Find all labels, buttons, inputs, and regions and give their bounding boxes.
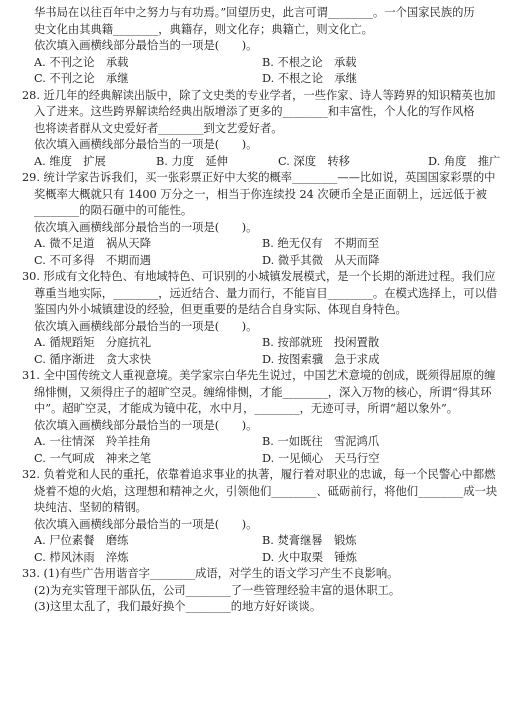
option-b[interactable]: B. 绝无仅有 不期而至 xyxy=(262,237,380,250)
stem-line: 29. 统计学家告诉我们，买一张彩票正好中大奖的概率________——比如说，英国国家彩票的中 xyxy=(22,171,496,184)
option-c[interactable]: C. 一气呵成 神来之笔 xyxy=(34,451,152,465)
stem-line: 也将读者群从文史爱好者________到文艺爱好者。 xyxy=(34,121,283,135)
option-a[interactable]: A. 不刊之论 承载 xyxy=(34,55,129,69)
stem-line: 32. 负着党和人民的重托，依靠着追求事业的执著，履行着对职业的忠诚，每一个民警心中都燃 xyxy=(22,468,496,481)
stem-line: 块纯洁、坚韧的精钢。 xyxy=(34,501,147,514)
options-row xyxy=(22,236,506,253)
question-prompt: 依次填入画横线部分最恰当的一项是( )。 xyxy=(34,39,258,52)
option-b[interactable]: B. 焚膏继晷 锻炼 xyxy=(262,534,357,547)
option-c[interactable]: C. 不刊之论 承继 xyxy=(34,72,129,85)
stem-line: 中”。超旷空灵，才能成为镜中花，水中月，________，无迹可寻，所谓“超以象外”。 xyxy=(34,402,459,415)
stem-line: 绵悱恻，又须得庄子的超旷空灵。缠绵悱恻，才能________，深入万物的核心，所谓“得其环 xyxy=(34,385,492,399)
question-prompt: 依次填入画横线部分最恰当的一项是( )。 xyxy=(34,418,258,432)
options-row xyxy=(22,533,506,550)
option-b[interactable]: B. 力度 延伸 xyxy=(156,154,228,168)
stem-line: 史文化由其典籍________，典籍存，则文化存；典籍亡，则文化亡。 xyxy=(34,22,373,36)
stem-line: 30. 形成有文化特色、有地域特色、可识别的小城镇发展模式，是一个长期的渐进过程。我们应 xyxy=(22,270,496,283)
option-b[interactable]: B. 一如既往 雪泥鸿爪 xyxy=(262,435,380,448)
option-c[interactable]: C. 循序渐进 贪大求快 xyxy=(34,352,152,366)
stem-line: 入了进来。这些跨界解读给经典出版增添了更多的________和丰富性，个人化的写作风格 xyxy=(34,105,475,118)
option-c[interactable]: C. 栉风沐雨 淬炼 xyxy=(34,550,129,564)
option-c[interactable]: C. 深度 转移 xyxy=(278,154,350,168)
options-row xyxy=(22,335,506,352)
option-d[interactable]: D. 微乎其微 从天而降 xyxy=(262,253,380,267)
option-a[interactable]: A. 循规蹈矩 分庭抗礼 xyxy=(34,336,152,349)
stem-line: 31. 全中国传统文人重视意境。美学家宗白华先生说过，中国艺术意境的创成，既须得屈原的缠 xyxy=(22,369,496,382)
option-d[interactable]: D. 一见倾心 天马行空 xyxy=(262,451,380,465)
options-row xyxy=(22,55,506,72)
option-a[interactable]: A. 尸位素餐 磨练 xyxy=(34,534,129,547)
option-b[interactable]: B. 不根之论 承载 xyxy=(262,55,357,69)
option-d[interactable]: D. 火中取栗 锤炼 xyxy=(262,550,357,564)
question-prompt: 依次填入画横线部分最恰当的一项是( )。 xyxy=(34,220,258,234)
stem-line: 33. (1)有些广告用谐音字________成语，对学生的语文学习产生不良影响。 xyxy=(22,567,399,580)
option-d[interactable]: D. 按图索骥 急于求成 xyxy=(262,352,380,366)
stem-line: 尊重当地实际，________，远近结合、量力而行，不能盲目________。在模式选择上，可以借 xyxy=(34,286,498,300)
option-d[interactable]: D. 不根之论 承继 xyxy=(262,72,357,85)
question-28 xyxy=(22,88,506,171)
options-row xyxy=(22,253,506,270)
option-b[interactable]: B. 按部就班 投闲置散 xyxy=(262,336,380,349)
stem-line: 烧着不熄的火焰，这理想和精神之火，引领他们________、砥砺前行，将他们________成一块 xyxy=(34,484,498,498)
question-31 xyxy=(22,368,506,467)
option-a[interactable]: A. 微不足道 祸从天降 xyxy=(34,237,152,250)
question-prompt: 依次填入画横线部分最恰当的一项是( )。 xyxy=(34,517,258,531)
stem-line: 28. 近几年的经典解读出版中，除了文史类的专业学者，一些作家、诗人等跨界的知识精英也加 xyxy=(22,88,496,102)
question-27-continuation xyxy=(22,5,506,88)
stem-line: ________的陨石砸中的可能性。 xyxy=(34,204,193,217)
stem-line: (2)为充实管理干部队伍，公司________了一些管理经验丰富的退休职工。 xyxy=(34,583,401,597)
options-row xyxy=(22,154,506,171)
stem-line: 奖概率大概就只有 1400 万分之一，相当于你连续投 24 次硬币全是正面朝上，远远低于被 xyxy=(34,187,487,201)
question-33 xyxy=(22,566,506,616)
option-d[interactable]: D. 角度 推广 xyxy=(428,154,501,168)
stem-line: 鉴国内外小城镇建设的经验，但更重要的是结合自身实际、体现自身特色。 xyxy=(34,303,407,316)
options-row xyxy=(22,434,506,451)
stem-line: 华书局在以往百年中之努力与有功焉。”回望历史，此言可谓________。一个国家民族的历 xyxy=(34,6,475,19)
question-32 xyxy=(22,467,506,566)
options-row xyxy=(22,71,506,88)
question-prompt: 依次填入画横线部分最恰当的一项是( )。 xyxy=(34,138,258,151)
question-29 xyxy=(22,170,506,269)
options-row xyxy=(22,352,506,369)
stem-line: (3)这里太乱了，我们最好换个________的地方好好谈谈。 xyxy=(34,600,322,613)
question-prompt: 依次填入画横线部分最恰当的一项是( )。 xyxy=(34,319,258,333)
option-a[interactable]: A. 一往情深 羚羊挂角 xyxy=(34,435,152,448)
option-c[interactable]: C. 不可多得 不期而遇 xyxy=(34,253,152,267)
question-30 xyxy=(22,269,506,368)
option-a[interactable]: A. 维度 扩展 xyxy=(34,154,106,168)
options-row xyxy=(22,451,506,468)
options-row xyxy=(22,550,506,567)
